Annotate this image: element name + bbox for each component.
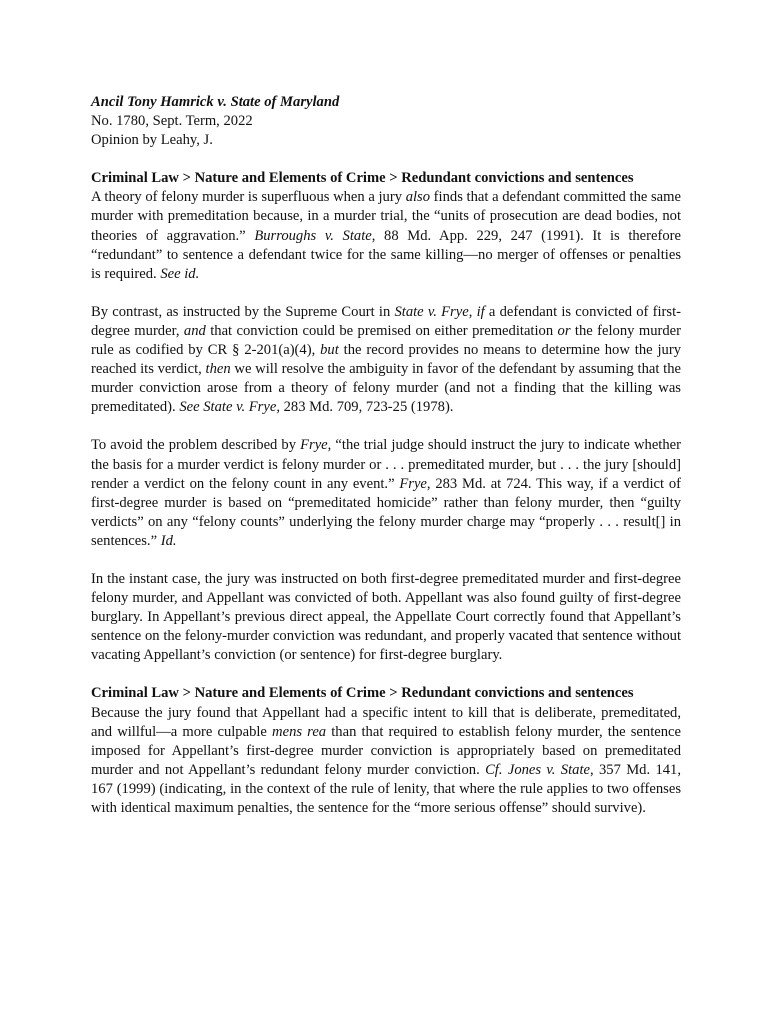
text-run: , [468,303,477,320]
italic-text-run: Frye [399,475,427,492]
italic-text-run: See State v. Frye [179,399,277,416]
italic-text-run: See id. [160,265,200,282]
headnote-paragraph [91,188,681,283]
italic-text-run: Id. [160,532,177,549]
italic-text-run: then [205,361,231,378]
text-run: finds that a defendant committed the same murder with premeditation because, in a murder trial, the “units of prosecution are dead bodies, not theories of aggravation.” [91,189,681,244]
text-run: , 283 Md. 709, 723-25 (1978). [276,399,454,416]
text-run: that conviction could be premised on either premeditation [205,322,558,339]
text-run: , 88 Md. App. 229, 247 (1991). It is therefore “redundant” to sentence a defendant twice for the same killing—no merger of offenses or penalties is required. [91,227,681,282]
text-run: the record provides no means to determine how the jury reached its verdict, [91,342,681,378]
text-run: , “the trial judge should instruct the jury to indicate whether the basis for a murder verdict is felony murder or . . . premeditated murder, but . . . the jury [should] render a verdict on the felony count in any event.” [91,437,681,492]
text-run: By contrast, as instructed by the Supreme Court in [91,303,395,320]
text-run: , 283 Md. at 724. This way, if a verdict of first-degree murder is based on “premeditated homicide” rather than felony murder, then “guilty verdicts” on any “felony counts” underlying the felony murder charge may “properly . . . result[] in sentences.” [91,475,681,549]
headnote-paragraph [91,704,681,819]
text-run: To avoid the problem described by [91,437,301,454]
italic-text-run: but [320,342,339,359]
italic-text-run: or [557,322,571,339]
text-run: the felony murder rule as codified by CR § 2-201(a)(4), [91,322,681,359]
italic-text-run: if [476,303,485,320]
document-page [91,93,681,837]
headnote-heading: Criminal Law > Nature and Elements of Crime > Redundant convictions and sentences [91,685,634,702]
docket-number: No. 1780, Sept. Term, 2022 [91,113,253,130]
opinion-author: Opinion by Leahy, J. [91,132,213,149]
headnotes [91,169,681,818]
italic-text-run: Cf. Jones v. State [485,761,590,778]
case-title: Ancil Tony Hamrick v. State of Maryland [91,94,340,110]
headnote-paragraph [91,570,681,665]
text-run: , 357 Md. 141, 167 (1999) (indicating, in the context of the rule of lenity, that where the rule applies to two offenses with identical maximum penalties, the sentence for the “more serious offense” should survive). [91,761,681,816]
italic-text-run: mens rea [272,723,327,740]
italic-text-run: State v. Frye [394,303,469,320]
headnote-paragraph [91,436,681,551]
headnote-paragraph [91,303,681,418]
italic-text-run: Frye [300,437,328,454]
text-run: In the instant case, the jury was instructed on both first-degree premeditated murder and first-degree felony murder, and Appellant was convicted of both. Appellant was also found guilty of first-degree burglary. In Appellant’s previous direct appeal, the Appellate Court correctly found that Appellant’s sentence on the felony-murder conviction was redundant, and properly vacated that sentence without vacating Appellant’s conviction (or sentence) for first-degree burglary. [91,570,681,664]
text-run: a defendant is convicted of first-degree murder, [91,303,681,339]
italic-text-run: Burroughs v. State [254,227,372,244]
italic-text-run: also [405,189,431,206]
text-run: than that required to establish felony murder, the sentence imposed for Appellant’s first-degree murder conviction is appropriately based on premeditated murder and not Appellant’s redundant felony murder conviction. [91,723,681,778]
text-run: we will resolve the ambiguity in favor of the defendant by assuming that the murder conviction arose from a theory of felony murder (and not a finding that the killing was premeditated). [91,361,681,416]
italic-text-run: and [183,322,206,339]
text-run: A theory of felony murder is superfluous when a jury [91,189,406,206]
headnote-section [91,169,681,665]
headnote-section [91,684,681,818]
text-run: Because the jury found that Appellant had a specific intent to kill that is deliberate, premeditated, and willful—a more culpable [91,704,681,740]
case-caption [91,93,681,150]
headnote-heading: Criminal Law > Nature and Elements of Crime > Redundant convictions and sentences [91,170,634,187]
